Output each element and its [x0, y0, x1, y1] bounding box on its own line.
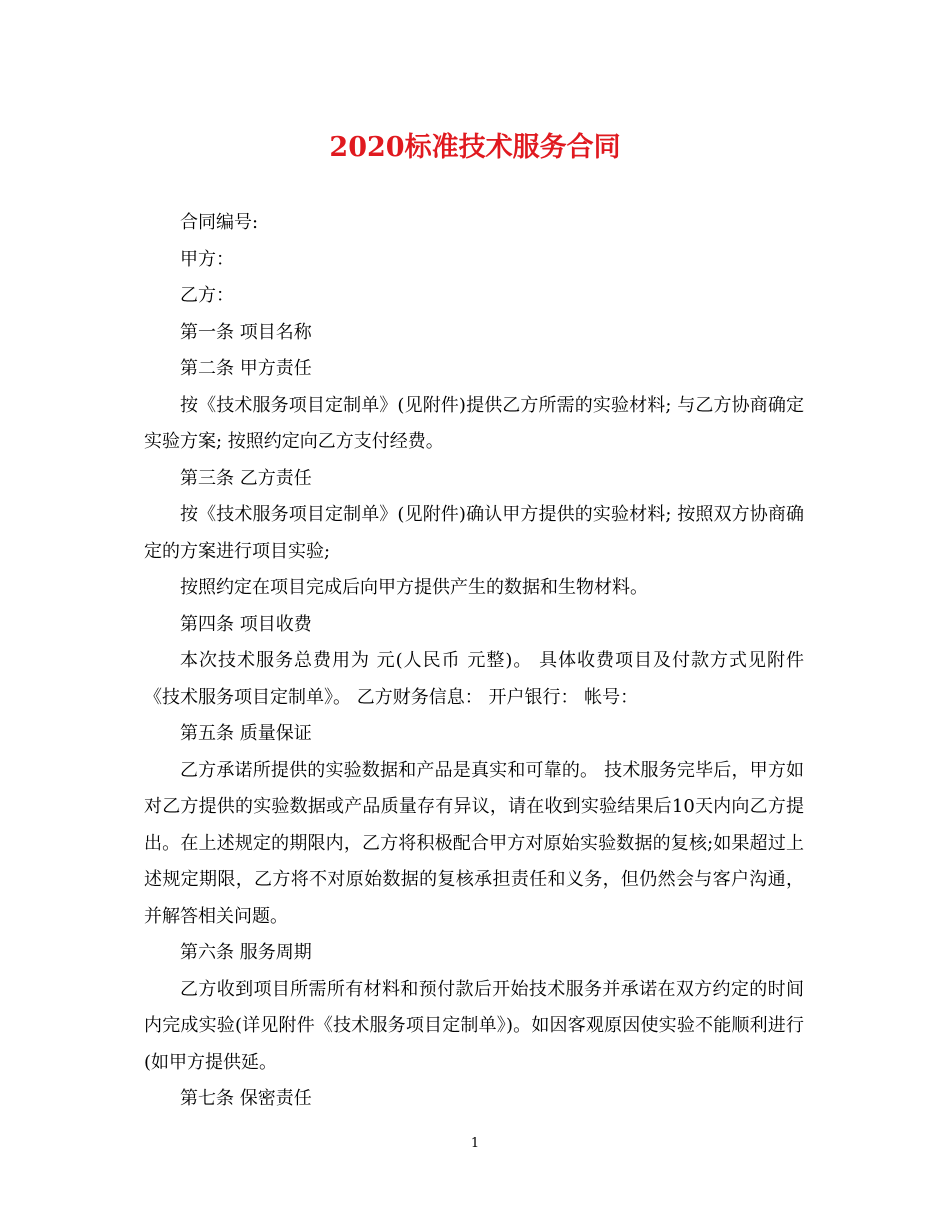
document-body: [144, 205, 804, 1118]
article-2-text: 按《技术服务项目定制单》(见附件)提供乙方所需的实验材料; 与乙方协商确定实验方案; 按照约定向乙方支付经费。: [144, 394, 804, 452]
contract-number-line: 合同编号:: [180, 212, 259, 233]
article-3-text-2: 按照约定在项目完成后向甲方提供产生的数据和生物材料。: [180, 577, 648, 598]
article-5-heading: 第五条 质量保证: [180, 723, 312, 744]
article-4-text: 本次技术服务总费用为 元(人民币 元整)。 具体收费项目及付款方式见附件《技术服务项目定制单》。 乙方财务信息： 开户银行： 帐号：: [144, 650, 804, 708]
article-4-heading: 第四条 项目收费: [180, 613, 312, 635]
article-6-heading: 第六条 服务周期: [180, 942, 312, 963]
party-a-line: 甲方：: [180, 248, 234, 270]
article-1-heading: 第一条 项目名称: [180, 321, 312, 343]
article-3-text-1: 按《技术服务项目定制单》(见附件)确认甲方提供的实验材料; 按照双方协商确定的方案进行项目实验;: [144, 504, 804, 562]
article-7-heading: 第七条 保密责任: [180, 1088, 312, 1109]
article-3-heading: 第三条 乙方责任: [180, 467, 312, 489]
article-5-text: 乙方承诺所提供的实验数据和产品是真实和可靠的。 技术服务完毕后，甲方如对乙方提供的实验数据或产品质量存有异议，请在收到实验结果后10天内向乙方提出。在上述规定的期限内，乙方将积极配合甲方对原始实验数据的复核;如果超过上述规定期限，乙方将不对原始数据的复核承担责任和义务，但仍然会与客户沟通，并解答相关问题。: [144, 759, 804, 927]
page-number: 1: [470, 1136, 480, 1151]
party-b-line: 乙方：: [180, 285, 234, 306]
article-2-heading: 第二条 甲方责任: [180, 358, 312, 379]
article-6-text: 乙方收到项目所需所有材料和预付款后开始技术服务并承诺在双方约定的时间内完成实验(详见附件《技术服务项目定制单》)。如因客观原因使实验不能顺利进行(如甲方提供延。: [144, 978, 804, 1073]
document-title: 2020标准技术服务合同: [329, 132, 621, 163]
